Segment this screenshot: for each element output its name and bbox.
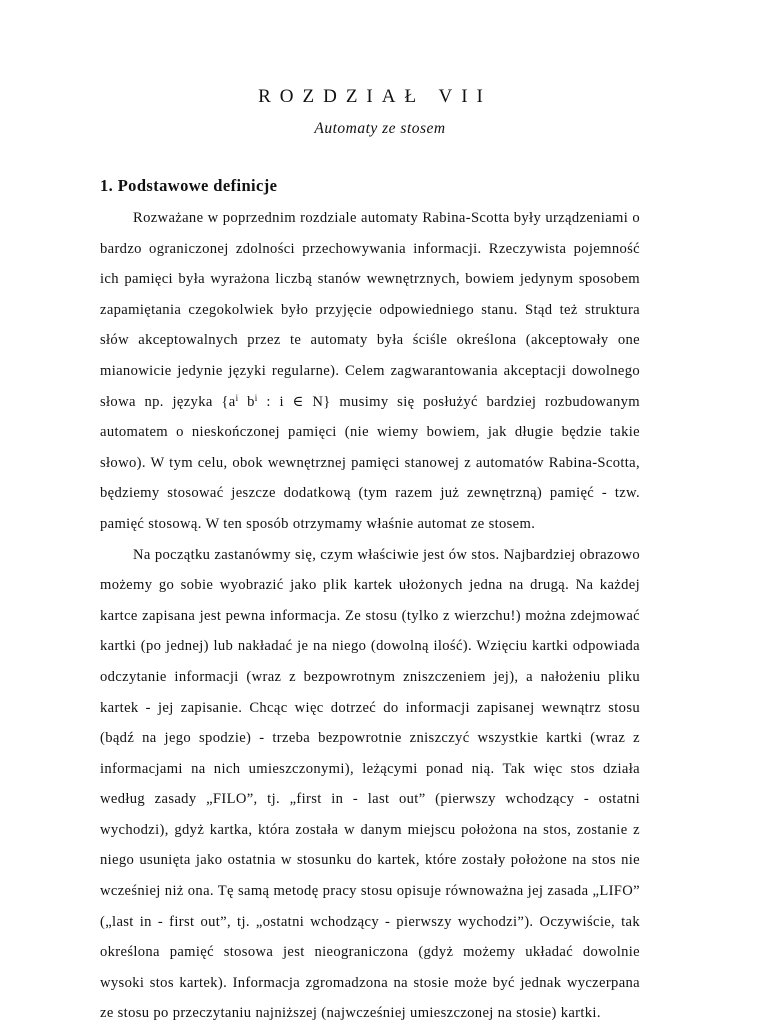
section-heading: 1. Podstawowe definicje xyxy=(100,176,278,195)
chapter-subtitle: Automaty ze stosem xyxy=(314,120,446,137)
body-text xyxy=(100,203,640,1029)
paragraph-1-text-b: b xyxy=(238,393,255,410)
paragraph-1-text-a: Rozważane w poprzednim rozdziale automaty Rabina-Scotta były urządzeniami o bardzo ograniczonej zdolności przechowywania informacji. Rzeczywista pojemność ich pamięci była wyrażona liczbą stanów wewnętrznych, bowiem jedynym sposobem zapamiętania czegokolwiek było przyjęcie odpowiedniego stanu. Stąd też struktura słów akceptowalnych przez te automaty była ściśle określona (akceptowały one mianowicie jedynie języki regularne). Celem zagwarantowania akceptacji dowolnego słowa np. języka {a xyxy=(100,210,640,410)
chapter-title: ROZDZIAŁ VII xyxy=(258,86,492,107)
superscript-i-1: i xyxy=(235,392,239,403)
paragraph-2: Na początku zastanówmy się, czym właściwie jest ów stos. Najbardziej obrazowo możemy go sobie wyobrazić jako plik kartek ułożonych jedna na drugą. Na każdej kartce zapisana jest pewna informacja. Ze stosu (tylko z wierzchu!) można zdejmować kartki (po jednej) lub nakładać je na niego (dowolną ilość). Wzięciu kartki odpowiada odczytanie informacji (wraz z bezpowrotnym zniszczeniem jej), a nałożeniu pliku kartek - jej zapisanie. Chcąc więc dotrzeć do informacji zapisanej wewnątrz stosu (bądź na jego spodzie) - trzeba bezpowrotnie zniszczyć wszystkie kartki (wraz z informacjami na nich umieszczonymi), leżącymi ponad nią. Tak więc stos działa według zasady „FILO”, tj. „first in - last out” (pierwszy wchodzący - ostatni wychodzi), gdyż kartka, która została w danym miejscu położona na stos, zostanie z niego usunięta jako ostatnia w stosunku do kartek, które zostały położone na stos nie wcześniej niż ona. Tę samą metodę pracy stosu opisuje równoważna jej zasada „LIFO” („last in - first out”, tj. „ostatni wchodzący - pierwszy wychodzi”). Oczywiście, tak określona pamięć stosowa jest nieograniczona (gdyż możemy układać dowolnie wysoki stos kartek). Informacja zgromadzona na stosie może być jednak wyczerpana ze stosu po przeczytaniu najniższej (najwcześniej umieszczonej na stosie) kartki. xyxy=(100,546,640,1022)
paragraph-1-text-c: : i ∈ N} musimy się posłużyć bardziej rozbudowanym automatem o nieskończonej pamięci (nie wiemy bowiem, jak długie będzie takie słowo). W tym celu, obok wewnętrznej pamięci stanowej z automatów Rabina-Scotta, będziemy stosować jeszcze dodatkową (tym razem już zewnętrzną) pamięć - tzw. pamięć stosową. W ten sposób otrzymamy właśnie automat ze stosem. xyxy=(100,393,640,532)
paragraph-1 xyxy=(100,203,640,540)
superscript-i-2: i xyxy=(254,392,258,403)
